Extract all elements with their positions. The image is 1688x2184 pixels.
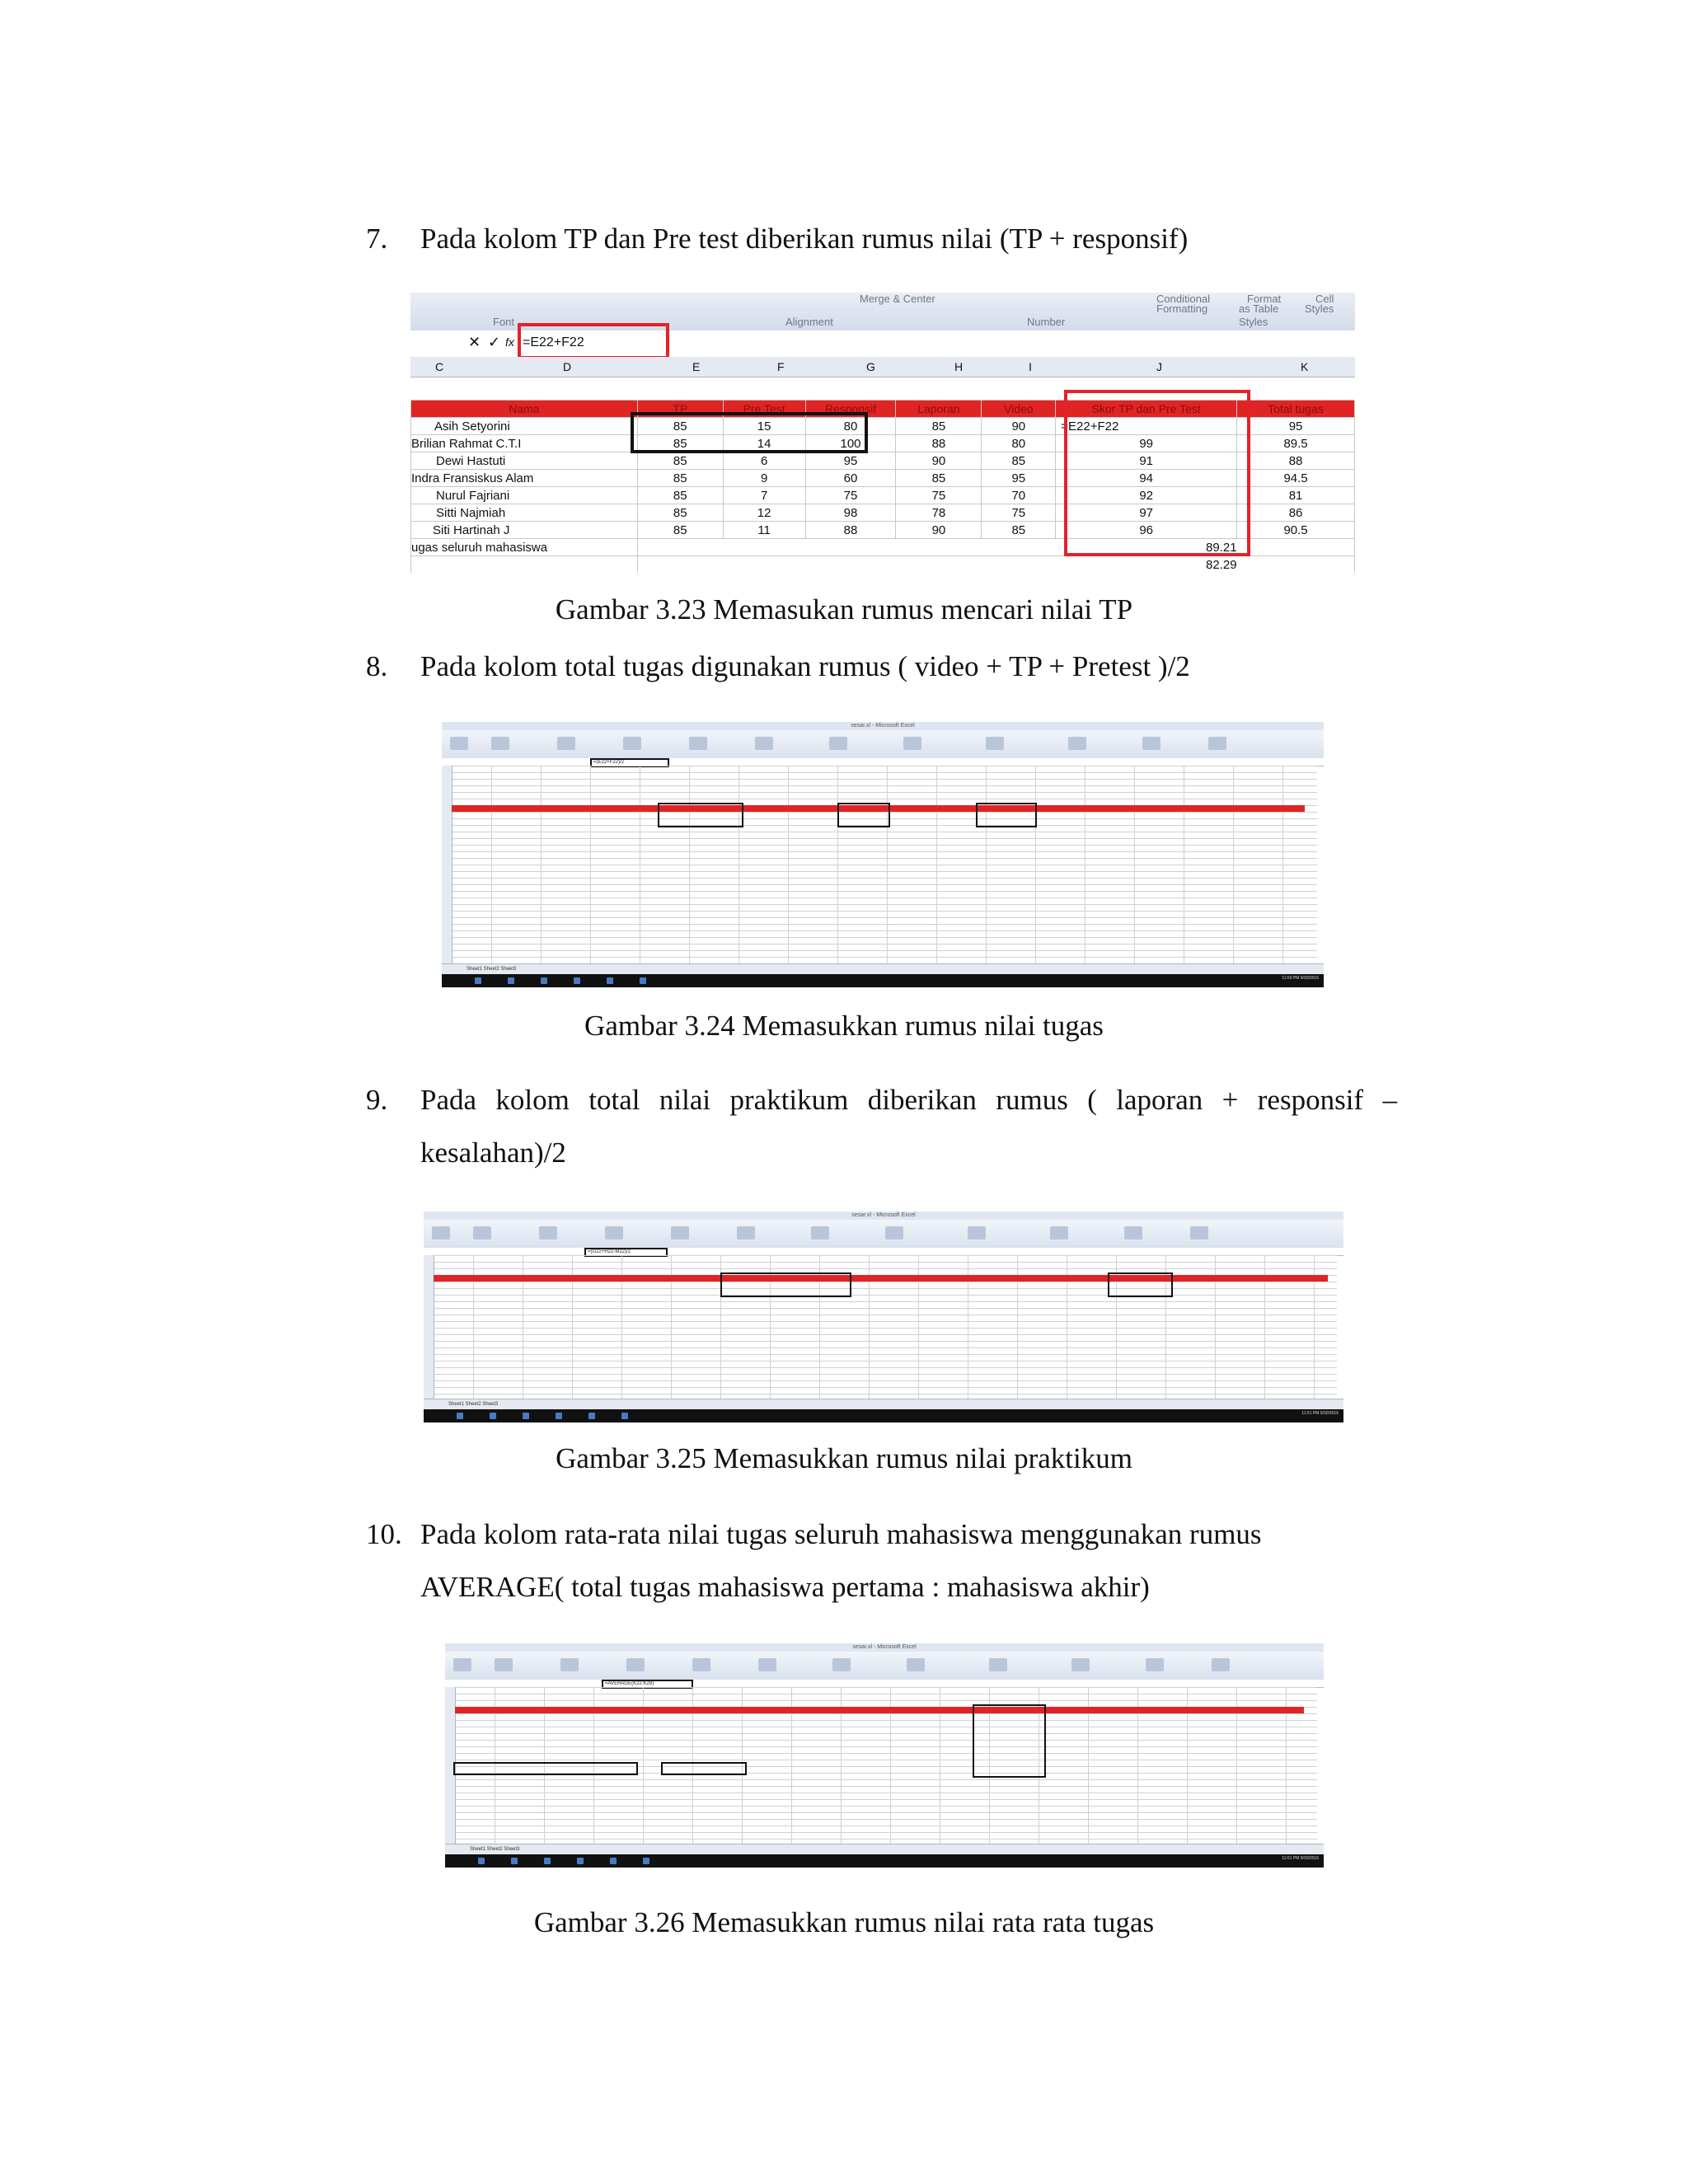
table-cell[interactable]: 80 [982, 435, 1056, 452]
table-cell[interactable]: 89.5 [1237, 435, 1355, 452]
styles-group-label: Styles [1239, 316, 1268, 328]
highlight-box [973, 1704, 1046, 1778]
excel-zoomed-figure [410, 293, 1355, 573]
item-text-line: Pada kolom rata-rata nilai tugas seluruh mahasiswa menggunakan rumus [420, 1518, 1262, 1550]
name-cell[interactable]: Nurul Fajriani [411, 487, 638, 504]
item-number: 9. [366, 1084, 388, 1116]
highlight-box [720, 1272, 851, 1297]
name-cell[interactable]: Asih Setyorini [411, 418, 638, 435]
table-cell[interactable]: 75 [805, 487, 896, 504]
header-cell: Pre Test [723, 401, 805, 418]
windows-taskbar [445, 1854, 1324, 1868]
formula-input[interactable]: =AVERAGE(K22:K28) [602, 1680, 693, 1689]
excel-screenshot [442, 722, 1324, 987]
styles-button-label: Styles [1305, 302, 1334, 315]
table-cell[interactable]: 78 [896, 504, 982, 522]
formula-input[interactable]: =(E22+F22)/2 [590, 758, 669, 767]
format-label: Format [1247, 293, 1282, 305]
excel-screenshot [424, 1212, 1343, 1422]
spreadsheet-grid[interactable] [442, 766, 1317, 964]
windows-taskbar [424, 1409, 1343, 1422]
col-header: K [1301, 360, 1309, 373]
table-cell[interactable]: 96 [1056, 522, 1237, 539]
table-cell[interactable]: 70 [982, 487, 1056, 504]
table-cell[interactable]: 85 [982, 452, 1056, 470]
table-cell[interactable]: 85 [637, 418, 723, 435]
highlight-box [658, 803, 743, 827]
table-cell[interactable]: 95 [982, 470, 1056, 487]
formula-input[interactable]: =(G22+H22-M22)/2 [584, 1248, 668, 1257]
summary-label: ugas seluruh mahasiswa [411, 539, 638, 556]
formatting-label: Formatting [1156, 302, 1208, 315]
merge-center-label: Merge & Center [860, 293, 935, 305]
summary-value[interactable]: 89.21 [637, 539, 1236, 556]
figure-caption: Gambar 3.26 Memasukkan rumus nilai rata rata tugas [533, 1906, 1155, 1938]
table-cell[interactable]: 80 [805, 418, 896, 435]
formula-highlight-box [518, 323, 669, 359]
header-cell: TP [637, 401, 723, 418]
name-cell[interactable]: Dewi Hastuti [411, 452, 638, 470]
header-cell: Video [982, 401, 1056, 418]
table-cell[interactable]: 85 [637, 504, 723, 522]
cancel-icon[interactable]: ✕ [468, 334, 481, 350]
item-text-line: AVERAGE( total tugas mahasiswa pertama : mahasiswa akhir) [420, 1571, 1150, 1603]
summary-row [411, 556, 1355, 574]
table-cell[interactable]: 100 [805, 435, 896, 452]
item-text: Pada kolom total tugas digunakan rumus ( video + TP + Pretest )/2 [420, 650, 1190, 682]
excel-ribbon [445, 1652, 1324, 1680]
highlight-box [453, 1762, 638, 1775]
sheet-tabs[interactable]: Sheet1 Sheet2 Sheet3 [442, 963, 1324, 974]
table-cell[interactable]: 99 [1056, 435, 1237, 452]
table-cell[interactable]: 95 [1237, 418, 1355, 435]
header-cell: Laporan [896, 401, 982, 418]
table-cell[interactable]: 90.5 [1237, 522, 1355, 539]
cell-label: Cell [1315, 293, 1334, 305]
check-icon[interactable]: ✓ [488, 334, 501, 350]
table-cell[interactable]: 6 [723, 452, 805, 470]
alignment-group-label: Alignment [785, 316, 833, 328]
item-text [420, 1074, 1397, 1179]
table-cell[interactable]: 91 [1056, 452, 1237, 470]
table-cell[interactable]: 94.5 [1237, 470, 1355, 487]
col-header: D [563, 360, 572, 373]
item-text-line: kesalahan)/2 [420, 1137, 566, 1169]
windows-taskbar [442, 974, 1324, 987]
header-cell: Nama [411, 401, 638, 418]
table-cell[interactable]: 85 [896, 418, 982, 435]
column-headers [410, 357, 1355, 377]
window-title: sesar.xl - Microsoft Excel [442, 722, 1324, 730]
table-cell[interactable]: 75 [982, 504, 1056, 522]
item-text-line: Pada kolom total nilai praktikum diberikan rumus ( laporan + responsif – [420, 1084, 1397, 1116]
table-cell[interactable]: 12 [723, 504, 805, 522]
table-cell[interactable]: 7 [723, 487, 805, 504]
table-cell[interactable]: 85 [896, 470, 982, 487]
name-cell[interactable]: Siti Hartinah J [411, 522, 638, 539]
table-cell[interactable]: 85 [637, 487, 723, 504]
table-cell[interactable]: 90 [896, 522, 982, 539]
sheet-tabs[interactable]: Sheet1 Sheet2 Sheet3 [424, 1399, 1343, 1409]
highlight-box [661, 1762, 747, 1775]
table-cell[interactable]: 86 [1237, 504, 1355, 522]
number-group-label: Number [1027, 316, 1066, 328]
excel-ribbon [442, 730, 1324, 759]
highlight-box [837, 803, 890, 827]
window-title: sesar.xl - Microsoft Excel [445, 1643, 1324, 1652]
excel-ribbon [424, 1220, 1343, 1249]
table-cell[interactable]: 85 [637, 435, 723, 452]
highlight-box [976, 803, 1037, 827]
table-cell[interactable]: 81 [1237, 487, 1355, 504]
header-band [434, 1275, 1328, 1282]
header-cell: Total tugas [1237, 401, 1355, 418]
table-cell[interactable]: 88 [805, 522, 896, 539]
header-band [455, 1707, 1304, 1713]
table-cell[interactable]: 11 [723, 522, 805, 539]
col-header: F [777, 360, 785, 373]
fx-icon[interactable]: fx [505, 335, 514, 349]
table-cell[interactable]: 75 [896, 487, 982, 504]
figure-caption: Gambar 3.24 Memasukkan rumus nilai tugas [584, 1010, 1104, 1042]
taskbar-clock: 11:50 PM 9/30/2016 [1282, 976, 1319, 981]
table-cell[interactable]: 94 [1056, 470, 1237, 487]
tp-pretest-highlight-box [631, 412, 868, 453]
summary-value[interactable]: 82.29 [637, 556, 1236, 574]
sheet-tabs[interactable]: Sheet1 Sheet2 Sheet3 [445, 1844, 1324, 1854]
font-group-label: Font [493, 316, 515, 328]
name-cell[interactable]: Brilian Rahmat C.T.I [411, 435, 638, 452]
figure-caption: Gambar 3.25 Memasukkan rumus nilai praktikum [556, 1442, 1132, 1474]
figure-caption: Gambar 3.23 Memasukan rumus mencari nilai TP [555, 593, 1133, 626]
row-headers [442, 766, 452, 964]
skor-column-highlight-box [1064, 390, 1250, 556]
table-cell[interactable]: 90 [896, 452, 982, 470]
table-cell[interactable]: =E22+F22 [1056, 418, 1237, 435]
col-header: E [692, 360, 701, 373]
item-number: 10. [366, 1518, 402, 1550]
table-cell[interactable]: 88 [896, 435, 982, 452]
conditional-label: Conditional [1156, 293, 1211, 305]
table-cell[interactable]: 95 [805, 452, 896, 470]
name-cell[interactable]: Sitti Najmiah [411, 504, 638, 522]
item-text: Pada kolom TP dan Pre test diberikan rumus nilai (TP + responsif) [420, 223, 1189, 255]
table-cell[interactable]: 85 [637, 470, 723, 487]
table-cell[interactable]: 88 [1237, 452, 1355, 470]
table-cell[interactable]: 97 [1056, 504, 1237, 522]
col-header: J [1156, 360, 1162, 373]
formula-input[interactable]: =E22+F22 [523, 335, 584, 349]
highlight-box [1108, 1272, 1173, 1297]
table-cell[interactable]: 14 [723, 435, 805, 452]
table-cell[interactable]: 98 [805, 504, 896, 522]
item-number: 8. [366, 650, 388, 682]
table-cell[interactable]: 9 [723, 470, 805, 487]
table-cell[interactable]: 92 [1056, 487, 1237, 504]
table-cell[interactable]: 85 [637, 452, 723, 470]
excel-screenshot [445, 1643, 1324, 1868]
as-table-label: as Table [1239, 302, 1279, 315]
table-cell[interactable]: 90 [982, 418, 1056, 435]
window-title: sesar.xl - Microsoft Excel [424, 1212, 1343, 1220]
table-cell[interactable]: 60 [805, 470, 896, 487]
item-number: 7. [366, 223, 388, 255]
taskbar-clock: 11:51 PM 9/30/2016 [1282, 1856, 1319, 1861]
name-cell[interactable]: Indra Fransiskus Alam [411, 470, 638, 487]
header-cell: Responsif [805, 401, 896, 418]
taskbar-clock: 11:51 PM 9/30/2016 [1301, 1411, 1339, 1416]
col-header: G [866, 360, 875, 373]
col-header: C [435, 360, 444, 373]
table-cell[interactable]: 85 [637, 522, 723, 539]
table-cell[interactable]: 15 [723, 418, 805, 435]
col-header: I [1029, 360, 1032, 373]
header-cell: Skor TP dan Pre Test [1056, 401, 1237, 418]
col-header: H [954, 360, 964, 373]
table-cell[interactable]: 85 [982, 522, 1056, 539]
